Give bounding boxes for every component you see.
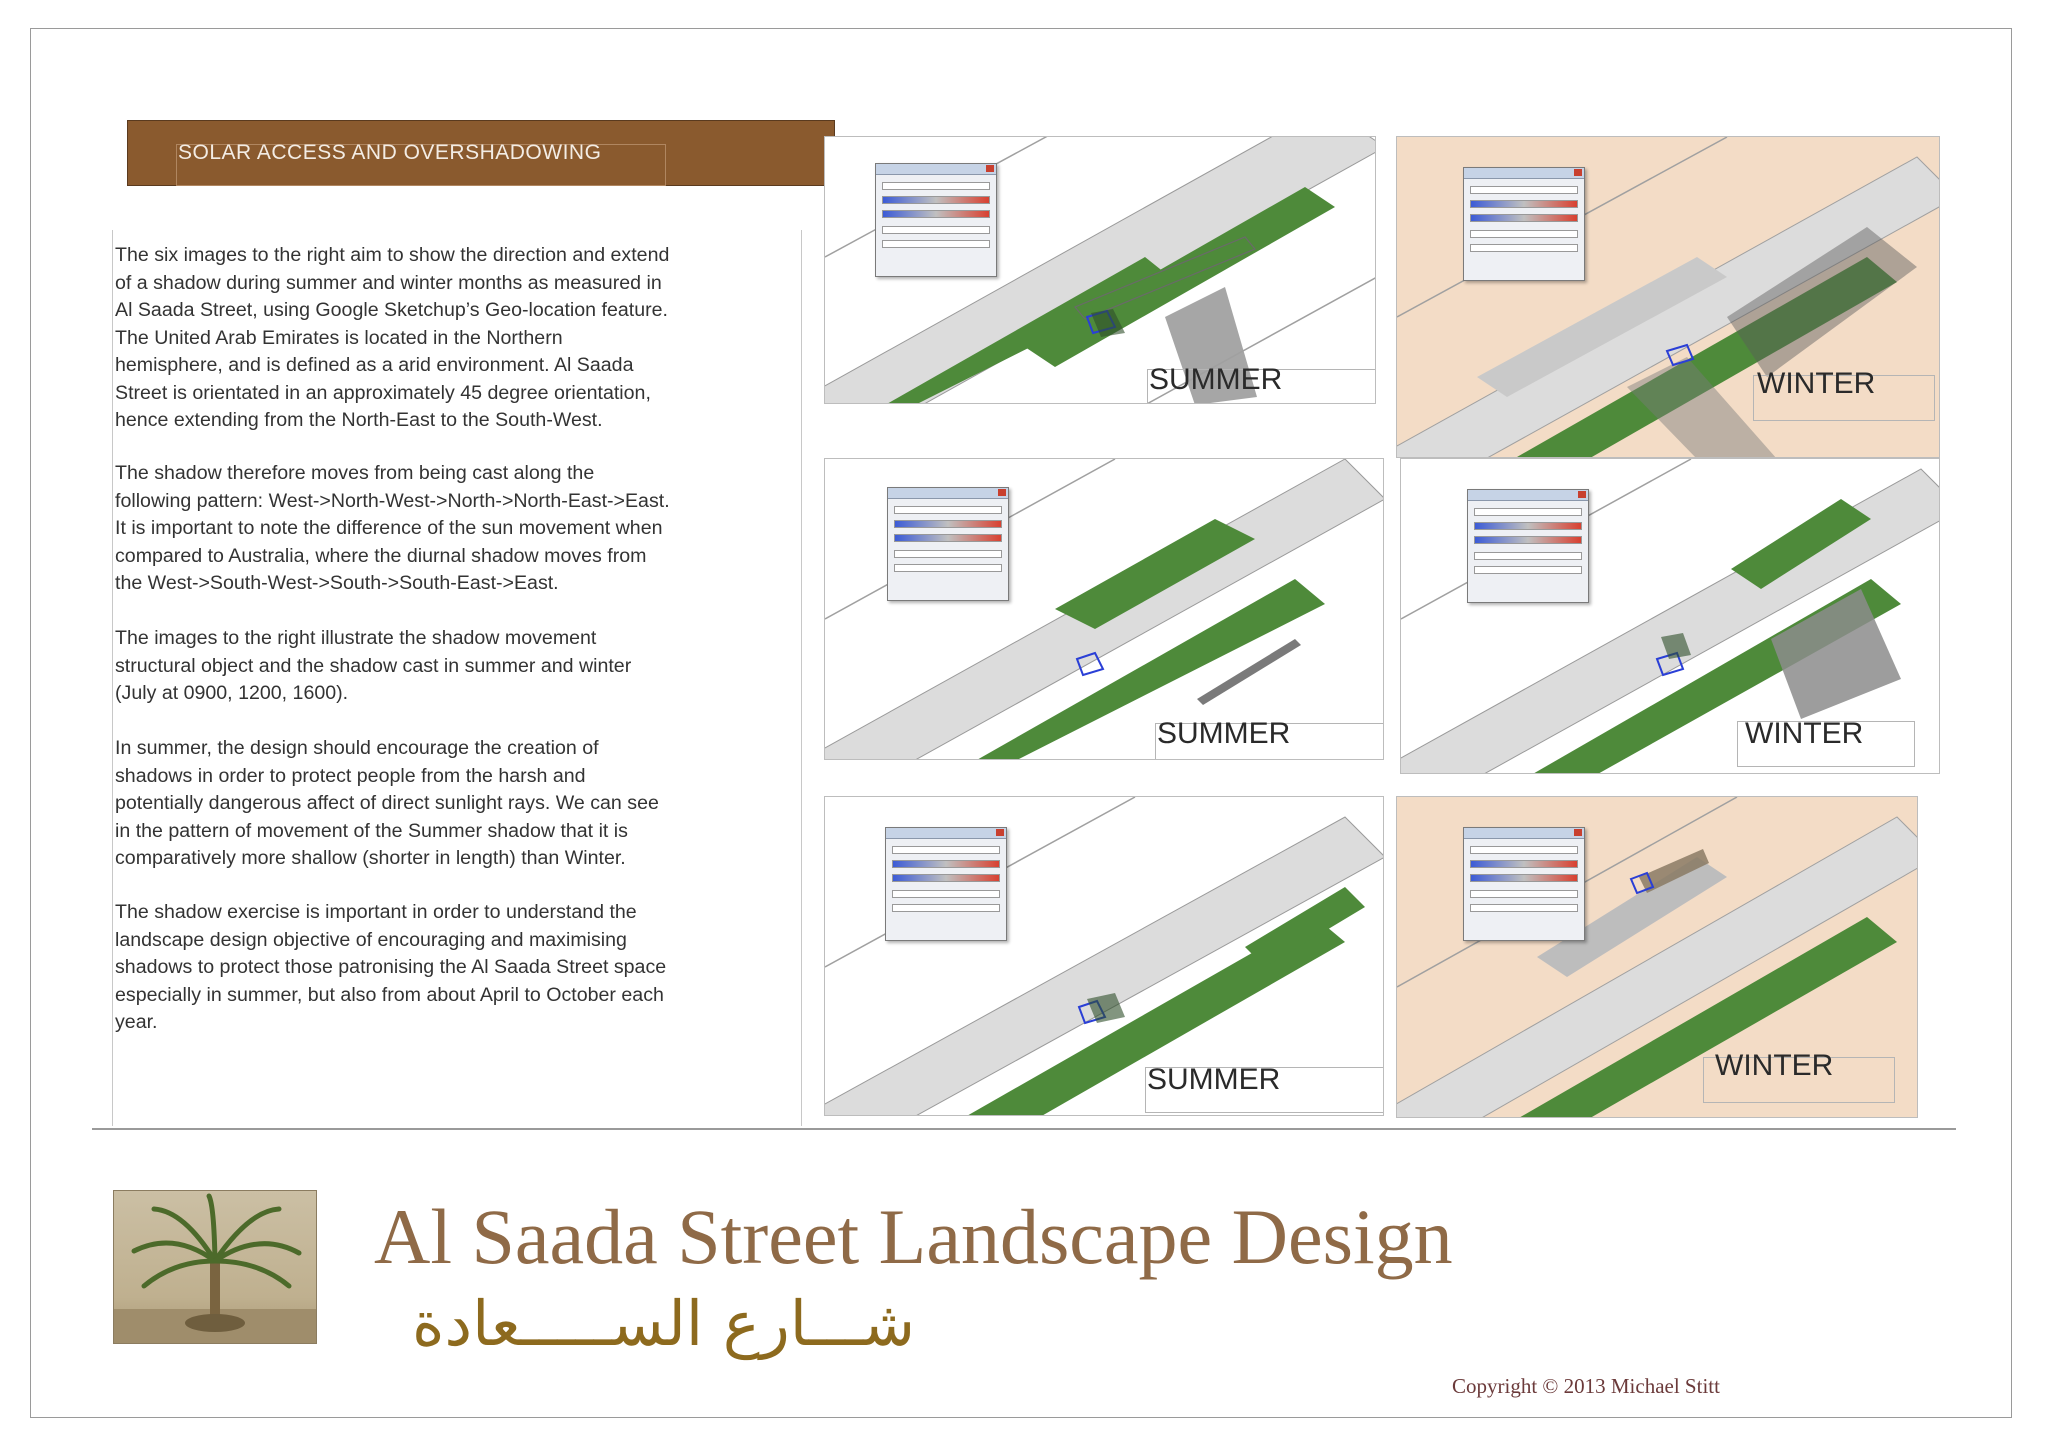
paragraph-5: The shadow exercise is important in order to understand the landscape design objective of encouraging and maximising shadows to protect those patronising the Al Saada Street space especially in summer, but also from about April to October each year. <box>115 901 667 1033</box>
shadow-settings-dialog <box>887 487 1009 601</box>
season-label: SUMMER <box>1147 1063 1281 1096</box>
palm-tree-icon <box>114 1191 316 1343</box>
season-label: WINTER <box>1715 1049 1834 1082</box>
shadow-panel-winter-1600 <box>1396 796 1918 1118</box>
shadow-panel-summer-1200 <box>824 458 1384 760</box>
season-label: WINTER <box>1757 367 1876 400</box>
palm-tree-image <box>113 1190 317 1344</box>
paragraph-3: The images to the right illustrate the shadow movement structural object and the shadow cast in summer and winter (July at 0900, 1200, 1600). <box>115 627 632 704</box>
shadow-panel-summer-1600 <box>824 796 1384 1116</box>
shadow-panel-summer-0900 <box>824 136 1376 404</box>
page-title: Al Saada Street Landscape Design <box>374 1193 1453 1280</box>
shadow-settings-dialog <box>885 827 1007 941</box>
section-title: SOLAR ACCESS AND OVERSHADOWING <box>178 141 602 164</box>
shadow-panel-winter-1200 <box>1400 458 1940 774</box>
shadow-panel-winter-0900 <box>1396 136 1940 458</box>
shadow-settings-dialog <box>875 163 997 277</box>
copyright-notice: Copyright © 2013 Michael Stitt <box>1452 1374 1720 1398</box>
shadow-settings-dialog <box>1467 489 1589 603</box>
text-column <box>112 230 802 1126</box>
arabic-title: شـــارع الســـــعادة <box>412 1287 916 1360</box>
paragraph-1: The six images to the right aim to show the direction and extend of a shadow during summer and winter months as measured in Al Saada Street, using Google Sketchup’s Geo-location feature. The United Arab Emirates is located in the Northern hemisphere, and is defined as a arid environment. Al Saada Street is orientated in an approximately 45 degree orientation, hence extending from the North-East to the South-West. <box>115 244 670 431</box>
season-label: SUMMER <box>1149 363 1283 396</box>
season-label: WINTER <box>1745 717 1864 750</box>
shadow-settings-dialog <box>1463 827 1585 941</box>
section-header <box>127 120 835 186</box>
paragraph-2: The shadow therefore moves from being cast along the following pattern: West->North-West->North->North-East->East. It is important to note the difference of the sun movement when compared to Australia, where the diurnal shadow moves from the West->South-West->South->South-East->East. <box>115 462 670 594</box>
paragraph-4: In summer, the design should encourage the creation of shadows in order to protect people from the harsh and potentially dangerous affect of direct sunlight rays. We can see in the pattern of movement of the Summer shadow that it is comparatively more shallow (shorter in length) than Winter. <box>115 737 659 869</box>
shadow-settings-dialog <box>1463 167 1585 281</box>
season-label: SUMMER <box>1157 717 1291 750</box>
footer-divider <box>92 1128 1956 1130</box>
